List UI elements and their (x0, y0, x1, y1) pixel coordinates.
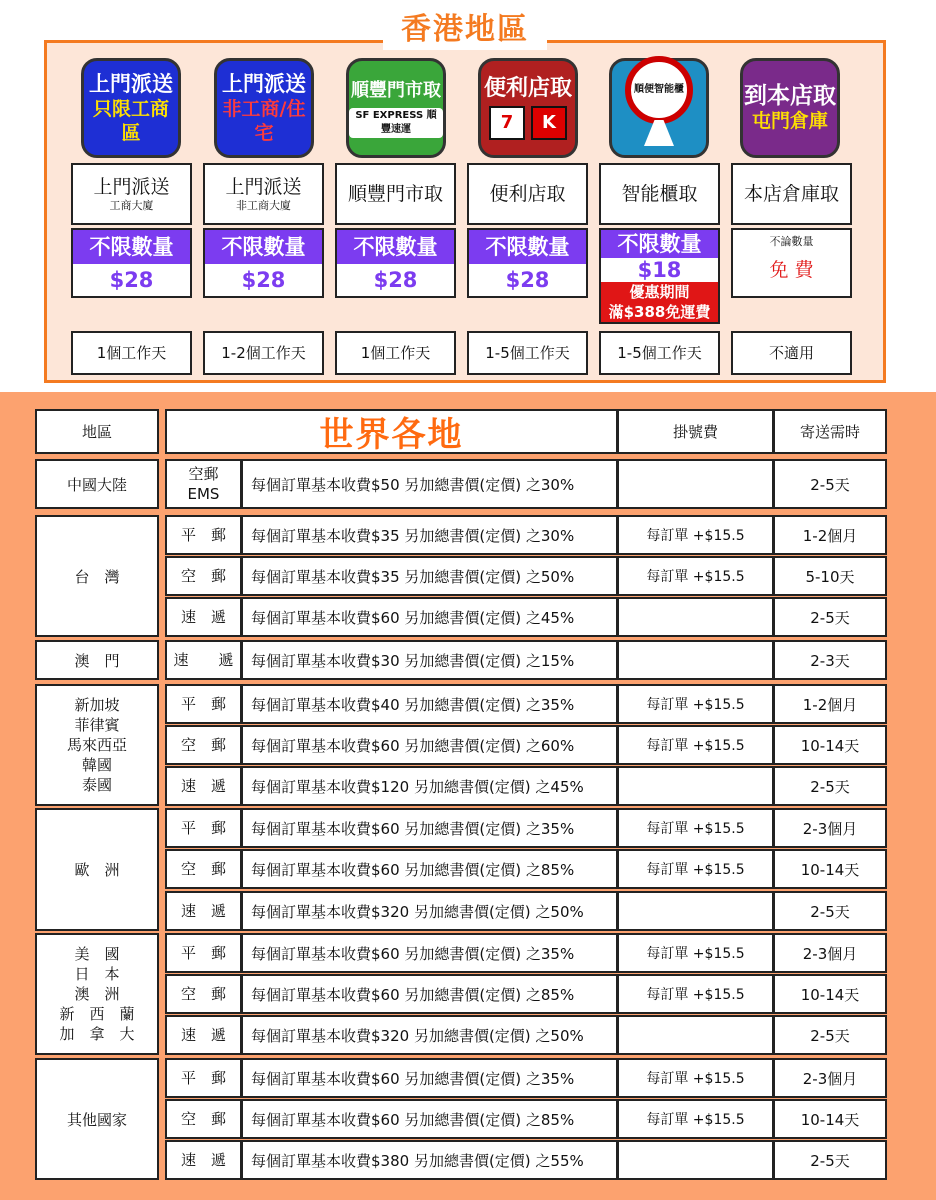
delivery-time: 2-5天 (773, 1140, 887, 1180)
price-box: 不限數量 $28 (467, 228, 588, 298)
home-delivery-icon: 上門派送 非工商/住宅 (214, 58, 314, 158)
method-cell: 速 遞 (165, 891, 242, 931)
circle-k-icon: K (531, 106, 567, 140)
method-cell: 速 遞 (165, 640, 242, 680)
delivery-time: 2-3天 (773, 640, 887, 680)
registration-fee: 每訂單 +$15.5 (617, 725, 774, 765)
rate-description: 每個訂單基本收費$60 另加總書價(定價) 之85% (241, 974, 618, 1014)
method-cell: 空 郵 (165, 556, 242, 596)
delivery-time: 10-14天 (773, 1099, 887, 1139)
text-line: 空郵 (188, 465, 219, 483)
rate-description: 每個訂單基本收費$120 另加總書價(定價) 之45% (241, 766, 618, 806)
store-logos (489, 106, 567, 140)
price-box: 不論數量 免 費 (731, 228, 852, 298)
text-line: 日 本 (74, 965, 120, 983)
delivery-days: 不適用 (731, 331, 852, 375)
delivery-days: 1-2個工作天 (203, 331, 324, 375)
delivery-time: 2-3個月 (773, 933, 887, 973)
delivery-time: 5-10天 (773, 556, 887, 596)
store-pickup-icon: 到本店取 屯門倉庫 (740, 58, 840, 158)
delivery-days: 1個工作天 (71, 331, 192, 375)
rate-description: 每個訂單基本收費$60 另加總書價(定價) 之85% (241, 1099, 618, 1139)
option-name: 便利店取 (467, 163, 588, 225)
registration-fee: 每訂單 +$15.5 (617, 808, 774, 848)
registration-fee (617, 891, 774, 931)
price-box: 不限數量 $28 (71, 228, 192, 298)
delivery-days: 1-5個工作天 (599, 331, 720, 375)
text-line: 菲律賓 (74, 716, 120, 734)
method-cell: 平 郵 (165, 684, 242, 724)
registration-fee (617, 459, 774, 509)
text-line: 馬來西亞 (66, 736, 127, 754)
method-cell: 空 郵 (165, 725, 242, 765)
rate-description: 每個訂單基本收費$35 另加總書價(定價) 之50% (241, 556, 618, 596)
world-title: 世界各地 (165, 409, 618, 454)
rate-description: 每個訂單基本收費$60 另加總書價(定價) 之35% (241, 1058, 618, 1098)
method-cell: 空 郵 (165, 974, 242, 1014)
smart-locker-icon: 順便智能櫃 (609, 58, 709, 158)
region-cell: 中國大陸 (35, 459, 159, 509)
text-line: 新 西 蘭 (59, 1005, 135, 1023)
truck-delivery-icon: 上門派送 只限工商區 (81, 58, 181, 158)
region-cell (35, 684, 159, 806)
rate-description: 每個訂單基本收費$380 另加總書價(定價) 之55% (241, 1140, 618, 1180)
registration-fee (617, 1015, 774, 1055)
rate-description: 每個訂單基本收費$320 另加總書價(定價) 之50% (241, 891, 618, 931)
rate-description: 每個訂單基本收費$35 另加總書價(定價) 之30% (241, 515, 618, 555)
text-line: 韓國 (81, 756, 112, 774)
text-line: 新加坡 (74, 696, 120, 714)
registration-fee (617, 1140, 774, 1180)
price-box: 不限數量 $28 (203, 228, 324, 298)
delivery-time: 1-2個月 (773, 515, 887, 555)
registration-fee: 每訂單 +$15.5 (617, 849, 774, 889)
method-cell: 速 遞 (165, 1140, 242, 1180)
delivery-days: 1-5個工作天 (467, 331, 588, 375)
header-region: 地區 (35, 409, 159, 454)
keyhole-icon (644, 120, 674, 146)
method-cell: 速 遞 (165, 1015, 242, 1055)
convenience-store-icon: 便利店取 7 K (478, 58, 578, 158)
price-box: 不限數量 $28 (335, 228, 456, 298)
method-cell (165, 459, 242, 509)
method-cell: 平 郵 (165, 515, 242, 555)
option-name: 智能櫃取 (599, 163, 720, 225)
sf-express-icon: 順豐門市取 SF EXPRESS 順豐速運 (346, 58, 446, 158)
method-cell: 空 郵 (165, 1099, 242, 1139)
method-cell: 速 遞 (165, 597, 242, 637)
registration-fee: 每訂單 +$15.5 (617, 556, 774, 596)
promo-line: 優惠期間 (601, 282, 718, 302)
rate-description: 每個訂單基本收費$60 另加總書價(定價) 之85% (241, 849, 618, 889)
registration-fee (617, 766, 774, 806)
delivery-time: 1-2個月 (773, 684, 887, 724)
option-name: 順豐門市取 (335, 163, 456, 225)
method-cell: 平 郵 (165, 808, 242, 848)
delivery-time: 10-14天 (773, 974, 887, 1014)
delivery-time: 2-5天 (773, 1015, 887, 1055)
rate-description: 每個訂單基本收費$40 另加總書價(定價) 之35% (241, 684, 618, 724)
hk-title: 香港地區 (383, 10, 547, 50)
rate-description: 每個訂單基本收費$60 另加總書價(定價) 之60% (241, 725, 618, 765)
option-name: 上門派送 工商大廈 (71, 163, 192, 225)
seven-eleven-icon: 7 (489, 106, 525, 140)
delivery-time: 2-3個月 (773, 1058, 887, 1098)
registration-fee: 每訂單 +$15.5 (617, 974, 774, 1014)
region-cell: 歐 洲 (35, 808, 159, 931)
rate-description: 每個訂單基本收費$60 另加總書價(定價) 之45% (241, 597, 618, 637)
region-cell: 台 灣 (35, 515, 159, 637)
method-cell: 平 郵 (165, 1058, 242, 1098)
delivery-time: 2-5天 (773, 459, 887, 509)
delivery-days: 1個工作天 (335, 331, 456, 375)
delivery-time: 2-5天 (773, 597, 887, 637)
rate-description: 每個訂單基本收費$320 另加總書價(定價) 之50% (241, 1015, 618, 1055)
option-name: 上門派送 非工商大廈 (203, 163, 324, 225)
method-cell: 平 郵 (165, 933, 242, 973)
delivery-time: 10-14天 (773, 849, 887, 889)
text-line: 加 拿 大 (59, 1025, 135, 1043)
region-cell: 澳 門 (35, 640, 159, 680)
region-cell: 其他國家 (35, 1058, 159, 1180)
rate-description: 每個訂單基本收費$60 另加總書價(定價) 之35% (241, 933, 618, 973)
text-line: 泰國 (81, 776, 112, 794)
delivery-time: 2-5天 (773, 766, 887, 806)
region-cell (35, 933, 159, 1055)
header-time: 寄送需時 (773, 409, 887, 454)
method-cell: 空 郵 (165, 849, 242, 889)
registration-fee: 每訂單 +$15.5 (617, 1099, 774, 1139)
registration-fee (617, 640, 774, 680)
rate-description: 每個訂單基本收費$50 另加總書價(定價) 之30% (241, 459, 618, 509)
header-reg-fee: 掛號費 (617, 409, 774, 454)
delivery-time: 2-5天 (773, 891, 887, 931)
registration-fee: 每訂單 +$15.5 (617, 933, 774, 973)
delivery-time: 10-14天 (773, 725, 887, 765)
promo-line: 滿$388免運費 (601, 302, 718, 322)
text-line: 澳 洲 (74, 985, 120, 1003)
rate-description: 每個訂單基本收費$30 另加總書價(定價) 之15% (241, 640, 618, 680)
text-line: 美 國 (74, 945, 120, 963)
delivery-time: 2-3個月 (773, 808, 887, 848)
price-box: 不限數量 $18 優惠期間 滿$388免運費 (599, 228, 720, 324)
registration-fee (617, 597, 774, 637)
rate-description: 每個訂單基本收費$60 另加總書價(定價) 之35% (241, 808, 618, 848)
method-cell: 速 遞 (165, 766, 242, 806)
registration-fee: 每訂單 +$15.5 (617, 515, 774, 555)
registration-fee: 每訂單 +$15.5 (617, 1058, 774, 1098)
registration-fee: 每訂單 +$15.5 (617, 684, 774, 724)
text-line: EMS (187, 485, 220, 503)
option-name: 本店倉庫取 (731, 163, 852, 225)
